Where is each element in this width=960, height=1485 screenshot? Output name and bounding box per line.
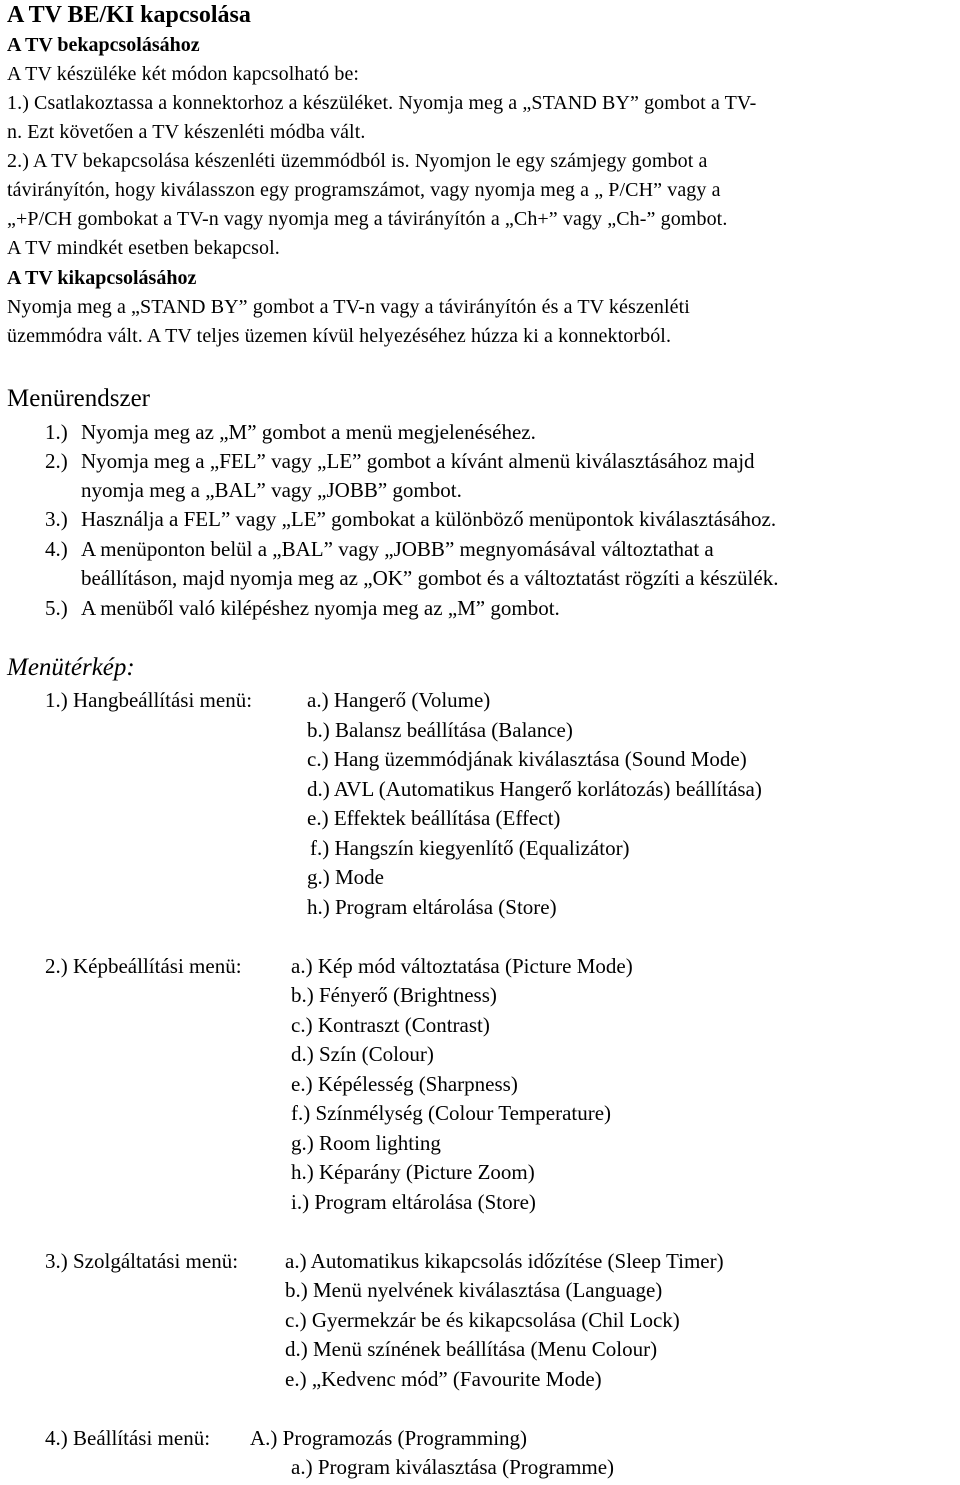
menu-map-item: d.) AVL (Automatikus Hangerő korlátozás) beállítása) bbox=[307, 777, 762, 801]
menu-map-item: a.) Hangerő (Volume) bbox=[307, 688, 491, 712]
menu-map-item: i.) Program eltárolása (Store) bbox=[291, 1190, 536, 1214]
list-item: A menüponton belül a „BAL” vagy „JOBB” megnyomásával változtathat a bbox=[81, 537, 714, 561]
menu-map-item: g.) Room lighting bbox=[291, 1131, 441, 1155]
section-heading-menu-map: Menütérkép: bbox=[7, 654, 135, 681]
section-heading-power-off: A TV kikapcsolásához bbox=[7, 267, 197, 289]
menu-map-item: b.) Fényerő (Brightness) bbox=[291, 983, 497, 1007]
menu-map-item: e.) Képélesség (Sharpness) bbox=[291, 1072, 518, 1096]
menu-map-section-label: 4.) Beállítási menü: bbox=[45, 1426, 211, 1450]
paragraph-line: A TV készüléke két módon kapcsolható be: bbox=[7, 63, 360, 85]
menu-map-section-label: 3.) Szolgáltatási menü: bbox=[45, 1249, 239, 1273]
menu-map-item: a.) Automatikus kikapcsolás időzítése (Sleep Timer) bbox=[285, 1249, 724, 1273]
menu-map-item: d.) Szín (Colour) bbox=[291, 1042, 434, 1066]
paragraph-line: távirányítón, hogy kiválasszon egy programszámot, vagy nyomja meg a „ P/CH” vagy a bbox=[7, 179, 721, 201]
list-item-continuation: beállításon, majd nyomja meg az „OK” gombot és a változtatást rögzíti a készülék. bbox=[81, 566, 779, 590]
section-heading-power-on: A TV bekapcsolásához bbox=[7, 34, 200, 56]
menu-map-item: A.) Programozás (Programming) bbox=[250, 1426, 528, 1450]
list-item-number: 1.) bbox=[45, 420, 68, 444]
menu-map-item: c.) Hang üzemmódjának kiválasztása (Sound Mode) bbox=[307, 747, 747, 771]
section-heading-menu-system: Menürendszer bbox=[7, 385, 150, 412]
list-item-number: 3.) bbox=[45, 507, 68, 531]
menu-map-item: h.) Képarány (Picture Zoom) bbox=[291, 1160, 535, 1184]
menu-map-item: h.) Program eltárolása (Store) bbox=[307, 895, 557, 919]
paragraph-line: üzemmódra vált. A TV teljes üzemen kívül helyezéséhez húzza ki a konnektorból. bbox=[7, 325, 672, 347]
menu-map-item: c.) Kontraszt (Contrast) bbox=[291, 1013, 490, 1037]
list-item: Nyomja meg a „FEL” vagy „LE” gombot a kívánt almenü kiválasztásához majd bbox=[81, 449, 755, 473]
menu-map-item: e.) „Kedvenc mód” (Favourite Mode) bbox=[285, 1367, 602, 1391]
menu-map-item: d.) Menü színének beállítása (Menu Colour) bbox=[285, 1337, 658, 1361]
menu-map-item: f.) Hangszín kiegyenlítő (Equalizátor) bbox=[310, 836, 630, 860]
paragraph-line: 1.) Csatlakoztassa a konnektorhoz a készüléket. Nyomja meg a „STAND BY” gombot a TV- bbox=[7, 92, 757, 114]
menu-map-item: e.) Effektek beállítása (Effect) bbox=[307, 806, 561, 830]
paragraph-line: 2.) A TV bekapcsolása készenléti üzemmódból is. Nyomjon le egy számjegy gombot a bbox=[7, 150, 708, 172]
menu-map-item: g.) Mode bbox=[307, 865, 384, 889]
paragraph-line: Nyomja meg a „STAND BY” gombot a TV-n vagy a távirányítón és a TV készenléti bbox=[7, 296, 690, 318]
list-item-continuation: nyomja meg a „BAL” vagy „JOBB” gombot. bbox=[81, 478, 462, 502]
menu-map-section-label: 1.) Hangbeállítási menü: bbox=[45, 688, 253, 712]
menu-map-item: a.) Kép mód változtatása (Picture Mode) bbox=[291, 954, 633, 978]
menu-map-item: b.) Menü nyelvének kiválasztása (Language) bbox=[285, 1278, 663, 1302]
page-title: A TV BE/KI kapcsolása bbox=[7, 2, 251, 28]
paragraph-line: n. Ezt követően a TV készenléti módba vált. bbox=[7, 121, 366, 143]
list-item: Nyomja meg az „M” gombot a menü megjelenéséhez. bbox=[81, 420, 536, 444]
list-item-number: 2.) bbox=[45, 449, 68, 473]
list-item-number: 5.) bbox=[45, 596, 68, 620]
menu-map-item: c.) Gyermekzár be és kikapcsolása (Chil Lock) bbox=[285, 1308, 680, 1332]
menu-map-section-label: 2.) Képbeállítási menü: bbox=[45, 954, 242, 978]
menu-map-item: b.) Balansz beállítása (Balance) bbox=[307, 718, 573, 742]
paragraph-line: A TV mindkét esetben bekapcsol. bbox=[7, 237, 280, 259]
paragraph-line: „+P/CH gombokat a TV-n vagy nyomja meg a távirányítón a „Ch+” vagy „Ch-” gombot. bbox=[7, 208, 728, 230]
menu-map-item: a.) Program kiválasztása (Programme) bbox=[291, 1455, 615, 1479]
list-item: Használja a FEL” vagy „LE” gombokat a különböző menüpontok kiválasztásához. bbox=[81, 507, 777, 531]
list-item-number: 4.) bbox=[45, 537, 68, 561]
menu-map-item: f.) Színmélység (Colour Temperature) bbox=[291, 1101, 612, 1125]
list-item: A menüből való kilépéshez nyomja meg az „M” gombot. bbox=[81, 596, 560, 620]
